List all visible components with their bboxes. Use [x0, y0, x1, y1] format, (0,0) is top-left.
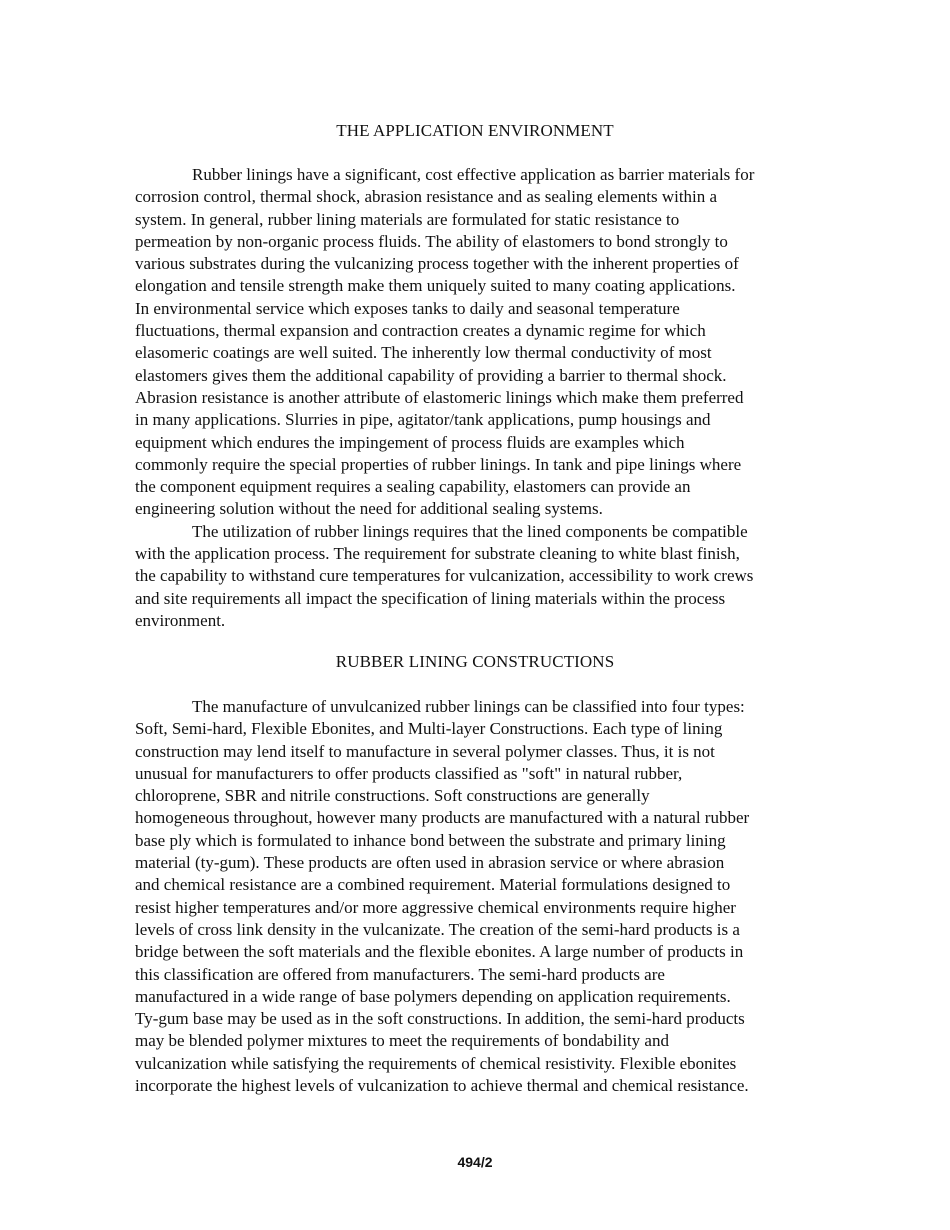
text-line: resist higher temperatures and/or more aggressive chemical environments require higher	[135, 897, 736, 917]
text-line: Abrasion resistance is another attribute of elastomeric linings which make them preferred	[135, 387, 744, 407]
text-line: The manufacture of unvulcanized rubber linings can be classified into four types:	[192, 697, 745, 716]
text-line: levels of cross link density in the vulcanizate. The creation of the semi-hard products is a	[135, 919, 740, 939]
text-line: engineering solution without the need for additional sealing systems.	[135, 499, 603, 519]
text-line: elongation and tensile strength make them uniquely suited to many coating applications.	[135, 276, 736, 296]
paragraph-block-application-environment	[135, 164, 835, 632]
text-line: homogeneous throughout, however many products are manufactured with a natural rubber	[135, 808, 750, 828]
text-line: this classification are offered from manufacturers. The semi-hard products are	[135, 964, 665, 984]
text-line: vulcanization while satisfying the requirements of chemical resistivity. Flexible ebonites	[135, 1053, 737, 1073]
text-line: In environmental service which exposes tanks to daily and seasonal temperature	[135, 298, 680, 318]
section-heading-rubber-lining-constructions: RUBBER LINING CONSTRUCTIONS	[335, 652, 615, 671]
text-line: incorporate the highest levels of vulcanization to achieve thermal and chemical resistance.	[135, 1076, 749, 1096]
text-line: base ply which is formulated to inhance bond between the substrate and primary lining	[135, 830, 726, 850]
text-line: may be blended polymer mixtures to meet the requirements of bondability and	[135, 1031, 669, 1051]
text-line: various substrates during the vulcanizing process together with the inherent properties of	[135, 254, 739, 274]
text-line: Ty-gum base may be used as in the soft constructions. In addition, the semi-hard products	[135, 1009, 745, 1029]
text-line: environment.	[135, 610, 226, 630]
text-line: the component equipment requires a sealing capability, elastomers can provide an	[135, 477, 691, 497]
text-line: Soft, Semi-hard, Flexible Ebonites, and Multi-layer Constructions. Each type of lining	[135, 719, 723, 739]
text-line: chloroprene, SBR and nitrile constructions. Soft constructions are generally	[135, 786, 650, 806]
text-line: unusual for manufacturers to offer products classified as "soft" in natural rubber,	[135, 763, 683, 783]
text-line: fluctuations, thermal expansion and contraction creates a dynamic regime for which	[135, 321, 706, 341]
text-line: manufactured in a wide range of base polymers depending on application requirements.	[135, 986, 731, 1006]
text-line: and site requirements all impact the specification of lining materials within the process	[135, 588, 726, 608]
text-line: in many applications. Slurries in pipe, agitator/tank applications, pump housings and	[135, 410, 711, 430]
text-line: construction may lend itself to manufacture in several polymer classes. Thus, it is not	[135, 741, 715, 761]
text-line: system. In general, rubber lining materials are formulated for static resistance to	[135, 209, 680, 229]
text-line: with the application process. The requirement for substrate cleaning to white blast finish,	[135, 544, 740, 564]
text-line: Rubber linings have a significant, cost effective application as barrier materials for	[192, 165, 755, 184]
text-line: and chemical resistance are a combined requirement. Material formulations designed to	[135, 875, 731, 895]
text-line: permeation by non-organic process fluids. The ability of elastomers to bond strongly to	[135, 231, 728, 251]
text-line: corrosion control, thermal shock, abrasion resistance and as sealing elements within a	[135, 187, 718, 207]
text-line: commonly require the special properties of rubber linings. In tank and pipe linings where	[135, 454, 742, 474]
text-line: elasomeric coatings are well suited. The inherently low thermal conductivity of most	[135, 343, 712, 363]
text-line: elastomers gives them the additional capability of providing a barrier to thermal shock.	[135, 365, 727, 385]
text-line: the capability to withstand cure temperatures for vulcanization, accessibility to work crews	[135, 566, 754, 586]
paragraph-block-rubber-lining-constructions	[135, 696, 835, 1097]
text-line: bridge between the soft materials and the flexible ebonites. A large number of products in	[135, 942, 744, 962]
text-line: material (ty-gum). These products are often used in abrasion service or where abrasion	[135, 853, 725, 873]
page-number: 494/2	[457, 1154, 493, 1170]
section-heading-application-environment: THE APPLICATION ENVIRONMENT	[336, 121, 614, 140]
text-line: The utilization of rubber linings requires that the lined components be compatible	[192, 521, 748, 541]
text-line: equipment which endures the impingement of process fluids are examples which	[135, 432, 685, 452]
